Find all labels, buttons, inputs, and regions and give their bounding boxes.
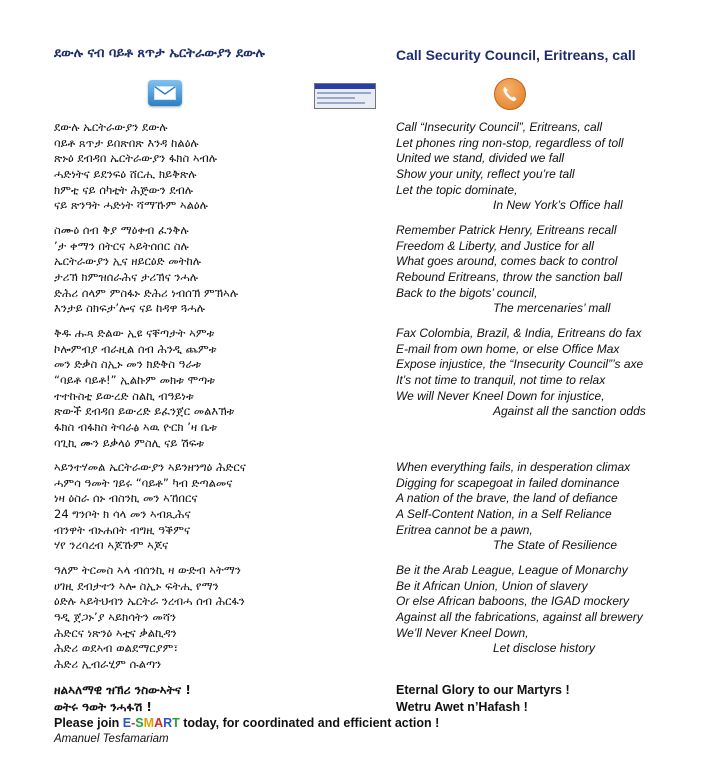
- english-line: When everything fails, in desperation climax: [396, 460, 631, 474]
- tigrinya-line: ጽውች ደብዳበ ይውረድ ይፈንጀር መልእኽቱ: [54, 404, 235, 419]
- english-line: A Self-Content Nation, in a Self Reliance: [396, 507, 612, 522]
- english-line: Expose injustice, the “Insecurity Council”’s axe: [396, 357, 644, 372]
- esmart-logo-e: E: [122, 716, 132, 730]
- english-line: Against all the sanction odds: [493, 404, 646, 419]
- verse-line: [0, 183, 701, 199]
- tigrinya-line: ደውሉ ኤርትራውያን ደውሉ: [54, 120, 168, 134]
- english-closing-line: Wetru Awet n’Hafash !: [396, 700, 528, 714]
- join-prefix: Please join: [54, 716, 123, 730]
- english-line: A nation of the brave, the land of defiance: [396, 491, 618, 506]
- closing-block: [0, 683, 701, 717]
- english-line: Let phones ring non-stop, regardless of toll: [396, 135, 624, 150]
- english-line: Be it the Arab League, League of Monarchy: [396, 563, 628, 577]
- english-line: Call “Insecurity Council”, Eritreans, call: [396, 120, 603, 134]
- english-line: Eritrea cannot be a pawn,: [396, 522, 533, 537]
- english-line: Remember Patrick Henry, Eritreans recall: [396, 223, 617, 237]
- tigrinya-closing-line: ዘልኣለማዊ ዝኽሪ ንስውኣትና !: [54, 683, 191, 697]
- english-line: Be it African Union, Union of slavery: [396, 578, 588, 593]
- verse-line: [0, 436, 701, 452]
- english-line: Back to the bigots’ council,: [396, 285, 538, 300]
- tigrinya-line: ሕድርና ነጽንዕ ኣቲና ቃልኪዳን: [54, 625, 177, 640]
- join-suffix: today, for coordinated and efficient action !: [179, 716, 440, 730]
- english-line: Freedom & Liberty, and Justice for all: [396, 238, 594, 253]
- tigrinya-line: ነዛ ዕስራ ሰኑ ብስንኪ መን ኣኸበርና: [54, 491, 198, 506]
- verse-line: [0, 476, 701, 492]
- email-icon: [148, 80, 182, 106]
- esmart-logo-s: S: [135, 716, 144, 730]
- title-english: Call Security Council, Eritreans, call: [396, 47, 636, 63]
- verse-line: [0, 579, 701, 595]
- verse-line: [0, 538, 701, 554]
- verse-line: [0, 460, 701, 476]
- english-line: Let the topic dominate,: [396, 182, 518, 197]
- tigrinya-line: ዓዲ ጀጋኑ’ያ ኣይክሳትን መሻን: [54, 610, 177, 625]
- english-closing-line: Eternal Glory to our Martyrs !: [396, 683, 570, 697]
- english-line: We will Never Kneel Down for injustice,: [396, 388, 605, 403]
- esmart-logo-a: A: [154, 716, 164, 730]
- verse-line: [0, 254, 701, 270]
- verse-line: [0, 326, 701, 342]
- verse-line: [0, 239, 701, 255]
- esmart-logo-t: T: [172, 716, 180, 730]
- english-line: The mercenaries’ mall: [493, 301, 611, 316]
- verse-line: [0, 301, 701, 317]
- stanza-5: [0, 563, 701, 673]
- english-line: It’s not time to tranquil, not time to relax: [396, 373, 606, 388]
- verse-line: [0, 373, 701, 389]
- english-line: E-mail from own home, or else Office Max: [396, 341, 620, 356]
- tigrinya-line: ባጊኪ ሙን ይቃላዕ ምስሊ ናይ ሽፍቱ: [54, 435, 205, 450]
- tigrinya-line: ኣይንተሃመል ኤርትራውያን ኣይንዘንግዕ ሕድርና: [54, 460, 246, 474]
- english-line: In New York’s Office hall: [493, 198, 623, 213]
- english-line: Digging for scapegoat in failed dominance: [396, 475, 620, 490]
- esmart-logo-r: R: [163, 716, 173, 730]
- tigrinya-line: ስሙዕ ሰብ ቅያ ማዕቀብ ፈንቅሉ: [54, 223, 189, 237]
- verse-line: [0, 563, 701, 579]
- english-line: The State of Resilience: [493, 538, 618, 553]
- verse-line: [0, 223, 701, 239]
- english-line: Let disclose history: [493, 641, 596, 656]
- stanza-1: [0, 120, 701, 214]
- verse-line: [0, 286, 701, 302]
- verse-line: [0, 594, 701, 610]
- tigrinya-line: ባይቶ ጸጥታ ይበጽበጽ እንዳ ከልዕሉ: [54, 135, 199, 150]
- english-line: Rebound Eritreans, throw the sanction ball: [396, 270, 623, 285]
- tigrinya-line: ኤርትራውያን ኢና ዘይርዕድ መትከሉ: [54, 254, 201, 269]
- esmart-logo-m: M: [143, 716, 155, 730]
- tigrinya-line: ናይ ጽንዓት ሓድነት ሻማኹም ኣልዕሉ: [54, 198, 208, 213]
- tigrinya-line: ኮሎምብያ ብራዚል ሰብ ሕንዲ ጨምቱ: [54, 341, 217, 356]
- verse-line: [0, 342, 701, 358]
- webpage-icon: [314, 83, 376, 109]
- tigrinya-line: እንታይ ስክፍታ’ሎና ናይ ከዳዋ ጓሓሉ: [54, 301, 205, 316]
- english-line: What goes around, comes back to control: [396, 254, 618, 269]
- tigrinya-line: ሕድሪ ወደኣብ ወልደማርያም፣: [54, 641, 179, 656]
- verse-line: [0, 491, 701, 507]
- verse-line: [0, 626, 701, 642]
- english-line: Show your unity, reflect you’re tall: [396, 167, 575, 182]
- tigrinya-line: ቅዱ ሑጻ ድልው ኢዩ ናቐጣታት ኣምቱ: [54, 326, 215, 340]
- telephone-icon: [494, 78, 526, 110]
- verse-line: [0, 270, 701, 286]
- english-line: Fax Colombia, Brazil, & India, Eritreans do fax: [396, 326, 642, 340]
- stanza-2: [0, 223, 701, 317]
- stanza-3: [0, 326, 701, 452]
- tigrinya-line: ድሕሪ ሰላም ምስፋኑ ድሕሪ ነብሰኽ ምኽኣሉ: [54, 285, 239, 300]
- english-line: Against all the fabrications, against all brewery: [396, 610, 643, 625]
- esmart-logo-dash: -: [131, 716, 136, 730]
- tigrinya-line: ክምቲ ናይ ሰካቲት ሕጅውን ደብሉ: [54, 182, 193, 197]
- closing-line: [0, 700, 701, 717]
- author-name: Amanuel Tesfamariam: [54, 733, 169, 745]
- verse-line: [0, 507, 701, 523]
- verse-line: [0, 136, 701, 152]
- verse-line: [0, 610, 701, 626]
- tigrinya-line: ዓለም ትርመስ ኣላ ብሰንኪ ዛ ውድብ ኣትማን: [54, 563, 241, 577]
- english-line: United we stand, divided we fall: [396, 151, 565, 166]
- verse-line: [0, 420, 701, 436]
- english-line: We’ll Never Kneel Down,: [396, 625, 529, 640]
- tigrinya-line: ሓድነትና ይደንፍዕ ሸርሒ ክይቅጽሉ: [54, 167, 197, 182]
- tigrinya-line: ሓምሳ ዓመት ገይሩ “ባይቶ” ካብ ድጣልመና: [54, 475, 233, 490]
- tigrinya-line: ጽኑዕ ደብዳበ ኤርትራውያን ፋክስ ኣብሉ: [54, 151, 217, 166]
- tigrinya-line: ሕድሪ ኢብራሂም ሱልጣን: [54, 657, 162, 672]
- tigrinya-line: ታሪኽ ክምዝሰራሕና ታሪኽና ንሓሉ: [54, 270, 198, 285]
- join-call-to-action: [54, 716, 439, 730]
- english-line: Or else African baboons, the IGAD mockery: [396, 594, 629, 609]
- verse-line: [0, 151, 701, 167]
- stanza-4: [0, 460, 701, 554]
- verse-line: [0, 357, 701, 373]
- verse-line: [0, 404, 701, 420]
- verse-line: [0, 657, 701, 673]
- tigrinya-line: ብንዋት ብኑሐበት ብግዚ ዓቕምና: [54, 522, 191, 537]
- tigrinya-line: ሃየ ንረባረብ ኣጆኹም ኣጆና: [54, 538, 169, 553]
- tigrinya-line: መን ድቃስ ስኢኑ መን ክድቅስ ዓራቱ: [54, 357, 202, 372]
- verse-line: [0, 120, 701, 136]
- tigrinya-line: ሀገዚ ደብታተን ኣሎ ስኢኑ ፍትሒ የማን: [54, 578, 219, 593]
- tigrinya-line: “ባይቶ ባይቶ!” ኢልኩም መክቱ ሞጣቱ: [54, 373, 216, 388]
- tigrinya-line: ተተኩስቲ ይውረድ ስልኪ ብዓይነቱ: [54, 388, 194, 403]
- tigrinya-line: 24 ግንቦት ክ ሳላ መን ኣብጺሕና: [54, 507, 191, 522]
- title-tigrinya: ደውሉ ናብ ባይቶ ጸጥታ ኤርትራውያን ደውሉ: [54, 46, 265, 61]
- verse-line: [0, 389, 701, 405]
- verse-line: [0, 523, 701, 539]
- closing-line: [0, 683, 701, 700]
- verse-line: [0, 167, 701, 183]
- tigrinya-line: ’ታ ቀማን በትርና ኣይትሰበር ስሉ: [54, 238, 189, 253]
- verse-line: [0, 198, 701, 214]
- tigrinya-line: ፋክስ ብፋክስ ትባራፅ ኣዉ ዮርክ ’ዛ ቤቱ: [54, 420, 218, 435]
- tigrinya-line: ዕድሉ ኣይትህብን ኤርትራ ንረብሓ ሰብ ሕርፋን: [54, 594, 245, 609]
- verse-line: [0, 641, 701, 657]
- tigrinya-closing-line: ወትሩ ዓወት ንሓፋሽ !: [54, 700, 152, 714]
